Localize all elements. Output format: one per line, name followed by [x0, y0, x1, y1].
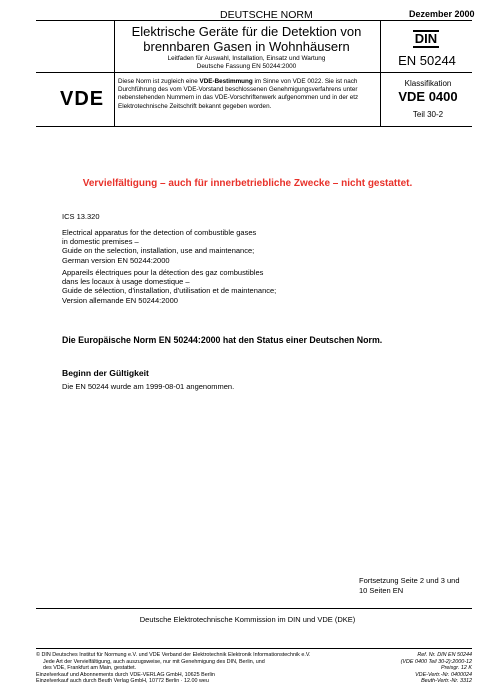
footer-line: Jede Art der Vervielfältigung, auch auszugsweise, nur mit Genehmigung des DIN, Berlin, und [43, 658, 265, 665]
vde-logo: VDE [60, 88, 105, 110]
continuation-line: 10 Seiten EN [359, 585, 404, 595]
footer-line: © DIN Deutsches Institut für Normung e.V. und VDE Verband der Elektrotechnik Elektronik Informationstechnik e.V. [36, 652, 311, 658]
classification-value: VDE 0400 [398, 89, 458, 104]
status-statement: Die Europäische Norm EN 50244:2000 hat den Status einer Deutschen Norm. [62, 335, 383, 345]
subtitle-line-2: Deutsche Fassung EN 50244:2000 [196, 63, 297, 70]
vde-notice [118, 78, 375, 111]
subtitle [118, 55, 375, 71]
footer-ref-line: VDE-Vertr.-Nr. 0400024 [415, 671, 472, 678]
continuation-line: Fortsetzung Seite 2 und 3 und [359, 576, 460, 585]
french-line: Guide de sélection, d'installation, d'utilisation et de maintenance; [62, 286, 277, 296]
classification-part: Teil 30-2 [412, 110, 444, 119]
issue-date: Dezember 2000 [409, 9, 475, 19]
continuation-note [359, 576, 460, 595]
notice-pre: Diese Norm ist zugleich eine [118, 78, 200, 85]
french-line: Version allemande EN 50244:2000 [62, 295, 178, 305]
french-title [62, 268, 276, 305]
footer-rule [36, 648, 472, 649]
french-line: dans les locaux à usage domestique – [62, 277, 190, 287]
commission-name: Deutsche Elektrotechnische Kommission im DIN und VDE (DKE) [139, 615, 356, 624]
footer-line: Einzelverkauf und Abonnements durch VDE-VERLAG GmbH, 10625 Berlin [36, 671, 215, 678]
english-line: German version EN 50244:2000 [62, 255, 170, 265]
footer-reference [370, 652, 472, 685]
english-title [62, 228, 256, 265]
validity-heading: Beginn der Gültigkeit [62, 368, 149, 378]
copy-warning: Vervielfältigung – auch für innerbetriebliche Zwecke – nicht gestattet. [82, 178, 413, 189]
footer-line: des VDE, Frankfurt am Main, gestattet. [43, 665, 137, 672]
left-divider [114, 20, 115, 126]
page-title [118, 25, 375, 54]
title-rule [36, 72, 472, 73]
din-logo: DIN [414, 31, 438, 46]
ics-code: ICS 13.320 [62, 212, 100, 221]
title-line-2: brennbaren Gasen in Wohnhäusern [143, 38, 350, 54]
subtitle-line-1: Leitfaden für Auswahl, Installation, Einsatz und Wartung [167, 55, 326, 62]
title-line-1: Elektrische Geräte für die Detektion von [131, 24, 362, 39]
commission-rule [36, 608, 472, 609]
footer-line: Einzelverkauf auch durch Beuth Verlag GmbH, 10772 Berlin · 12.00 weu [36, 678, 209, 685]
notice-rule [36, 126, 472, 127]
standard-number: EN 50244 [398, 53, 456, 68]
norm-label: DEUTSCHE NORM [220, 9, 313, 21]
notice-post: im Sinne von VDE 0022. Sie ist nach Durchführung des vom VDE-Vorstand beschlossenen Genehmigungsverfahrens unter nebenstehenden Nummern in das VDE-Vorschriftenwerk aufgenommen und in der etz Elektrotechnische Zeitschrift bekannt gegeben worden. [118, 78, 359, 110]
validity-text: Die EN 50244 wurde am 1999-08-01 angenommen. [62, 382, 235, 391]
english-line: Electrical apparatus for the detection of combustible gases [62, 228, 257, 237]
notice-bold: VDE-Bestimmung [199, 78, 253, 85]
footer-copyright [36, 652, 310, 685]
footer-ref-line: (VDE 0400 Teil 30-2):2000-12 [400, 658, 472, 665]
footer-ref-line: Preisgr. 12 K [441, 665, 472, 672]
english-line: in domestic premises – [62, 237, 139, 247]
french-line: Appareils électriques pour la détection des gaz combustibles [62, 268, 264, 277]
footer-ref-line: Beuth-Vertr.-Nr. 3312 [421, 678, 472, 685]
english-line: Guide on the selection, installation, use and maintenance; [62, 246, 255, 256]
classification-label: Klassifikation [404, 79, 452, 88]
footer-ref-line: Ref. Nr. DIN EN 50244 [417, 652, 472, 658]
